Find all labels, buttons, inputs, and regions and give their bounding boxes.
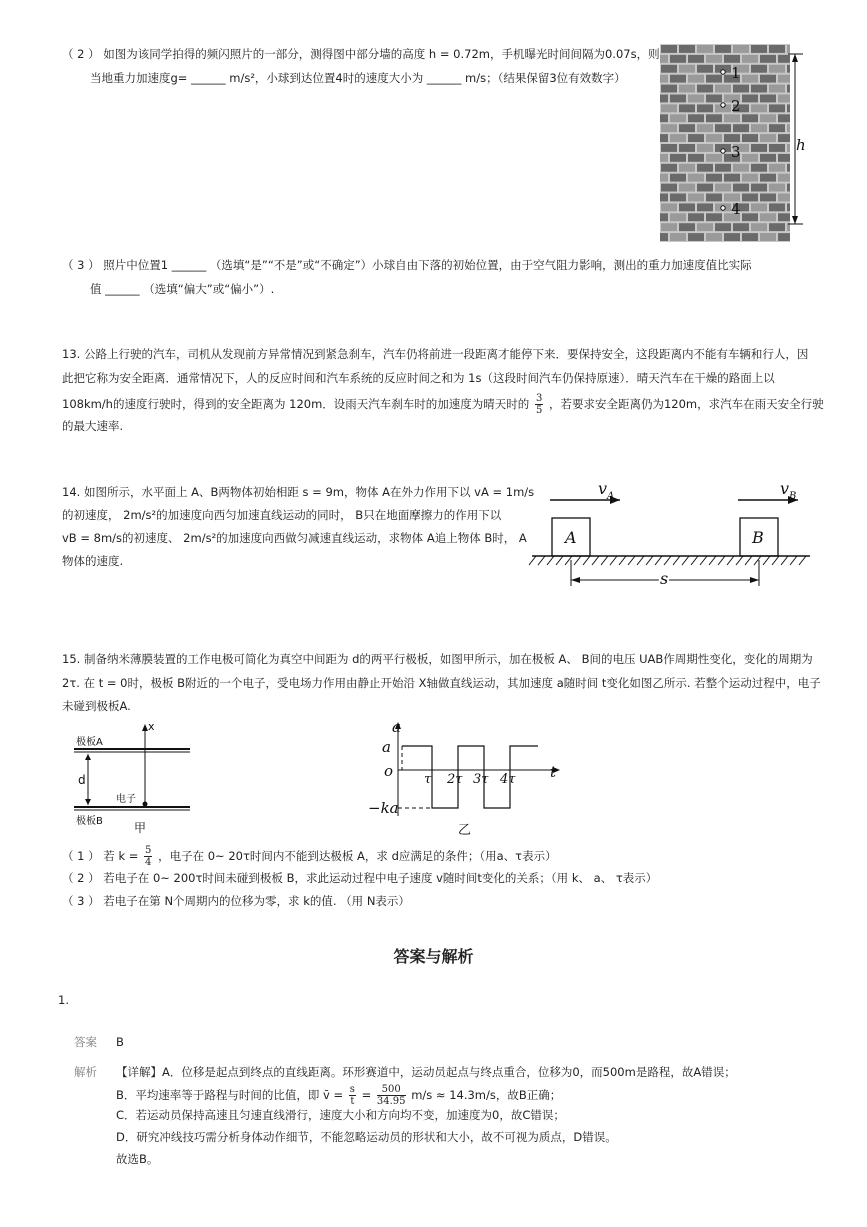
svg-text:极板A: 极板A	[76, 737, 103, 748]
brick	[670, 154, 686, 162]
brick	[660, 55, 668, 63]
brick	[697, 65, 713, 73]
brick	[670, 95, 686, 103]
brick	[706, 233, 722, 241]
brick	[660, 174, 668, 182]
q15-line1: 15. 制备纳米薄膜装置的工作电极可简化为真空中间距为 d的两平行极板，如图甲所示，加在极板 A、 B间的电压 UAB作周期性变化，变化的周期为	[62, 652, 813, 666]
svg-text:t: t	[550, 763, 557, 781]
brick	[661, 85, 677, 93]
position-label-4: 4	[731, 200, 741, 218]
vA-label: $v_A$	[598, 479, 615, 502]
q13-line4: 的最大速率.	[62, 419, 124, 433]
analysis-a: 【详解】A．位移是起点到终点的直线距离。环形赛道中，运动员起点与终点重合，位移为0，而500m是路程，故A错误；	[116, 1065, 736, 1079]
brick	[679, 65, 695, 73]
q12-part3-line2: 值 ______ （选填“偏大”或“偏小”）.	[90, 282, 275, 296]
q15-sub2: （ 2 ） 若电子在 0~ 200τ时间未碰到极板 B，求此运动过程中电子速度 v随时间t变化的关系；（用 k、 a、 τ表示）	[62, 871, 658, 885]
brick	[697, 124, 713, 132]
brick	[706, 114, 722, 122]
brick	[778, 194, 790, 202]
q12-part2-line2: 当地重力加速度g= ______ m/s²，小球到达位置4时的速度大小为 ______ m/s；（结果保留3位有效数字）	[90, 71, 626, 85]
brick	[670, 134, 686, 142]
brick	[742, 213, 758, 221]
ground-hatch	[664, 556, 671, 565]
brick	[706, 95, 722, 103]
ground-hatch	[556, 556, 563, 565]
brick	[706, 213, 722, 221]
brick	[778, 213, 790, 221]
answer-value: B	[116, 1035, 124, 1049]
brick	[688, 174, 704, 182]
analysis-c: C．若运动员保持高速且匀速直线滑行，速度大小和方向均不变，加速度为0，故C错误；	[116, 1108, 565, 1122]
answer-label: 答案	[74, 1035, 97, 1049]
brick	[778, 75, 790, 83]
brick	[724, 174, 740, 182]
ground-hatch	[592, 556, 599, 565]
acceleration-graph-yi	[360, 716, 570, 840]
brick	[787, 164, 790, 172]
h-label: h	[796, 136, 806, 154]
brick	[760, 174, 776, 182]
brick	[697, 164, 713, 172]
brick	[778, 233, 790, 241]
svg-text:x: x	[148, 720, 155, 733]
brick	[661, 184, 677, 192]
brick	[660, 194, 668, 202]
brick	[660, 95, 668, 103]
brick	[787, 203, 790, 211]
svg-text:a: a	[382, 738, 391, 756]
brick	[715, 124, 731, 132]
brick	[661, 124, 677, 132]
brick	[679, 104, 695, 112]
ground-hatch	[628, 556, 635, 565]
brick	[670, 114, 686, 122]
brick	[679, 184, 695, 192]
brick	[733, 184, 749, 192]
brick	[751, 124, 767, 132]
q12-part3-line1: （ 3 ） 照片中位置1 ______ （选填“是”“不是”或“不确定”）小球自由下落的初始位置，由于空气阻力影响，测出的重力加速度值比实际	[62, 258, 752, 272]
brick	[715, 164, 731, 172]
brick	[742, 114, 758, 122]
brick	[751, 45, 767, 53]
brick	[697, 144, 713, 152]
analysis-b: B．平均速率等于路程与时间的比值，即 v̄ = $\frac{s}{t}$ = $\frac{500}{34.95}$ m/s ≈ 14.3m/s，故B正确；	[116, 1084, 562, 1107]
analysis-d: D．研究冲线技巧需分析身体动作细节，不能忽略运动员的形状和大小，故不可视为质点，D错误。	[116, 1130, 617, 1144]
brick	[778, 134, 790, 142]
brick	[661, 45, 677, 53]
brick	[751, 65, 767, 73]
fraction-three-fifths: $\frac{3}{5}$	[535, 393, 543, 416]
brick	[661, 164, 677, 172]
brick	[787, 124, 790, 132]
brick	[733, 223, 749, 231]
brick	[742, 55, 758, 63]
brick	[760, 114, 776, 122]
brick	[661, 104, 677, 112]
brick	[742, 233, 758, 241]
brick	[769, 223, 785, 231]
brick	[697, 45, 713, 53]
ground-hatch	[772, 556, 779, 565]
brick	[742, 194, 758, 202]
brick	[679, 203, 695, 211]
q14-line4: 物体的速度.	[62, 554, 124, 568]
ground-hatch	[781, 556, 788, 565]
brick	[706, 174, 722, 182]
q14-line3: vB = 8m/s的初速度、 2m/s²的加速度向西做匀减速直线运动，求物体 A追上物体 B时， A	[62, 531, 527, 545]
brick	[706, 134, 722, 142]
ground-hatch	[619, 556, 626, 565]
brick	[661, 203, 677, 211]
brick	[661, 65, 677, 73]
brick	[778, 114, 790, 122]
brick	[679, 85, 695, 93]
q15-line3: 未碰到极板A.	[62, 699, 131, 713]
svg-text:电子: 电子	[116, 794, 136, 805]
square-wave	[402, 746, 538, 808]
svg-text:4τ: 4τ	[500, 772, 516, 787]
brick	[706, 154, 722, 162]
brick	[769, 164, 785, 172]
fraction-five-fourths: $\frac{5}{4}$	[145, 845, 152, 868]
caption-jia: 甲	[134, 821, 147, 835]
brick	[679, 45, 695, 53]
svg-text:3τ: 3τ	[473, 772, 489, 787]
svg-text:极板B: 极板B	[76, 816, 103, 827]
q14-line1: 14. 如图所示，水平面上 A、B两物体初始相距 s = 9m，物体 A在外力作用下以 vA = 1m/s	[62, 485, 535, 499]
ground-hatch	[709, 556, 716, 565]
brick	[670, 174, 686, 182]
brick	[787, 45, 790, 53]
brick	[769, 85, 785, 93]
blocks-figure	[528, 476, 813, 600]
svg-text:2τ: 2τ	[447, 772, 463, 787]
brick	[670, 75, 686, 83]
brick	[760, 134, 776, 142]
brick	[742, 154, 758, 162]
svg-text:−ka: −ka	[368, 799, 399, 817]
brick	[660, 114, 668, 122]
ground-hatch	[691, 556, 698, 565]
vB-label: $v_B$	[780, 479, 797, 502]
brick	[787, 144, 790, 152]
brick	[715, 184, 731, 192]
brick	[706, 194, 722, 202]
brick	[769, 184, 785, 192]
brick	[660, 154, 668, 162]
brick	[760, 233, 776, 241]
plates-figure-jia	[70, 716, 200, 836]
brick	[778, 174, 790, 182]
brick	[688, 75, 704, 83]
brick	[769, 65, 785, 73]
s-label: s	[660, 569, 669, 588]
brick	[688, 233, 704, 241]
q15-line2: 2τ. 在 t = 0时，极板 B附近的一个电子，受电场力作用由静止开始沿 X轴做直线运动，其加速度 a随时间 t变化如图乙所示. 若整个运动过程中，电子	[62, 676, 821, 690]
brick	[688, 114, 704, 122]
brick	[769, 124, 785, 132]
position-label-2: 2	[731, 97, 741, 115]
svg-text:a: a	[392, 718, 401, 736]
brick-wall-figure	[658, 42, 818, 246]
brick	[706, 55, 722, 63]
brick	[760, 75, 776, 83]
caption-yi: 乙	[458, 823, 472, 838]
ground-hatch	[529, 556, 536, 565]
svg-text:o: o	[384, 762, 394, 780]
brick	[697, 203, 713, 211]
svg-text:A: A	[565, 528, 577, 547]
brick	[670, 194, 686, 202]
brick	[724, 134, 740, 142]
brick	[769, 203, 785, 211]
brick	[751, 144, 767, 152]
brick	[688, 194, 704, 202]
brick	[670, 213, 686, 221]
q13-line2: 此把它称为安全距离．通常情况下，人的反应时间和汽车系统的反应时间之和为 1s（这段时间汽车仍保持原速）．晴天汽车在干燥的路面上以	[62, 371, 775, 385]
ground-hatch	[646, 556, 653, 565]
brick	[697, 85, 713, 93]
electron-dot	[143, 802, 148, 807]
ground-hatch	[799, 556, 806, 565]
brick	[679, 144, 695, 152]
analysis-conclusion: 故选B。	[116, 1152, 159, 1166]
svg-text:d: d	[78, 773, 86, 787]
ground-hatch	[601, 556, 608, 565]
brick	[679, 223, 695, 231]
brick	[778, 55, 790, 63]
brick	[660, 213, 668, 221]
svg-text:τ: τ	[424, 772, 432, 787]
ground-hatch	[763, 556, 770, 565]
brick	[769, 104, 785, 112]
brick	[724, 55, 740, 63]
ground-hatch	[754, 556, 761, 565]
brick	[760, 154, 776, 162]
ground-hatch	[637, 556, 644, 565]
q13-line3: 108km/h的速度行驶时，得到的安全距离为 120m．设雨天汽车刹车时的加速度为晴天时的 $\frac{3}{5}$ ，若要求安全距离仍为120m，求汽车在雨天安全行驶	[62, 393, 824, 416]
ground-hatch	[538, 556, 545, 565]
brick	[751, 85, 767, 93]
brick	[760, 95, 776, 103]
ground-hatch	[700, 556, 707, 565]
brick	[688, 134, 704, 142]
brick	[733, 124, 749, 132]
brick	[751, 164, 767, 172]
ground-hatch	[574, 556, 581, 565]
brick	[661, 144, 677, 152]
brick	[661, 223, 677, 231]
q15-sub3: （ 3 ） 若电子在第 N个周期内的位移为零，求 k的值. （用 N表示）	[62, 894, 410, 908]
brick	[724, 233, 740, 241]
brick	[733, 45, 749, 53]
brick	[751, 203, 767, 211]
brick	[778, 154, 790, 162]
q15-sub1: （ 1 ） 若 k = $\frac{5}{4}$ ，电子在 0~ 20τ时间内不能到达极板 A，求 d应满足的条件；（用a、τ表示）	[62, 845, 557, 868]
brick	[742, 174, 758, 182]
brick	[688, 154, 704, 162]
brick	[697, 184, 713, 192]
svg-text:B: B	[752, 528, 764, 547]
ground-hatch	[673, 556, 680, 565]
ground-hatch	[682, 556, 689, 565]
brick	[660, 233, 668, 241]
brick	[715, 223, 731, 231]
brick	[688, 213, 704, 221]
brick	[742, 75, 758, 83]
brick	[688, 55, 704, 63]
brick	[778, 95, 790, 103]
brick	[697, 104, 713, 112]
brick	[660, 134, 668, 142]
brick	[751, 104, 767, 112]
brick	[724, 114, 740, 122]
ground-hatch	[727, 556, 734, 565]
brick	[787, 104, 790, 112]
brick	[688, 95, 704, 103]
ground-hatch	[718, 556, 725, 565]
ground-hatch	[547, 556, 554, 565]
brick	[751, 223, 767, 231]
brick	[787, 85, 790, 93]
brick	[742, 95, 758, 103]
ground-hatch	[655, 556, 662, 565]
brick	[670, 233, 686, 241]
brick	[706, 75, 722, 83]
brick	[733, 164, 749, 172]
ground-hatch	[790, 556, 797, 565]
ground-hatch	[745, 556, 752, 565]
brick	[751, 184, 767, 192]
q12-part2-line1: （ 2 ） 如图为该同学拍得的频闪照片的一部分，测得图中部分墙的高度 h = 0.72m，手机曝光时间间隔为0.07s，则	[62, 47, 660, 61]
brick	[787, 184, 790, 192]
brick	[760, 213, 776, 221]
brick	[670, 55, 686, 63]
position-label-3: 3	[731, 143, 741, 161]
brick	[769, 144, 785, 152]
q14-line2: 的初速度， 2m/s²的加速度向西匀加速直线运动的同时， B只在地面摩擦力的作用下以	[62, 508, 502, 522]
brick	[733, 85, 749, 93]
brick	[660, 75, 668, 83]
position-label-1: 1	[731, 64, 741, 82]
answers-heading: 答案与解析	[393, 947, 474, 966]
brick	[697, 223, 713, 231]
brick	[769, 45, 785, 53]
ground-hatch	[610, 556, 617, 565]
answer-item-number: 1.	[58, 993, 69, 1007]
q13-line1: 13. 公路上行驶的汽车，司机从发现前方异常情况到紧急刹车，汽车仍将前进一段距离才能停下来．要保持安全，这段距离内不能有车辆和行人，因	[62, 347, 809, 361]
ground-hatch	[583, 556, 590, 565]
brick	[679, 124, 695, 132]
brick	[715, 45, 731, 53]
brick	[679, 164, 695, 172]
brick	[742, 134, 758, 142]
analysis-label: 解析	[74, 1065, 97, 1079]
ground-hatch	[736, 556, 743, 565]
brick	[787, 65, 790, 73]
brick	[715, 85, 731, 93]
brick	[760, 55, 776, 63]
brick	[760, 194, 776, 202]
